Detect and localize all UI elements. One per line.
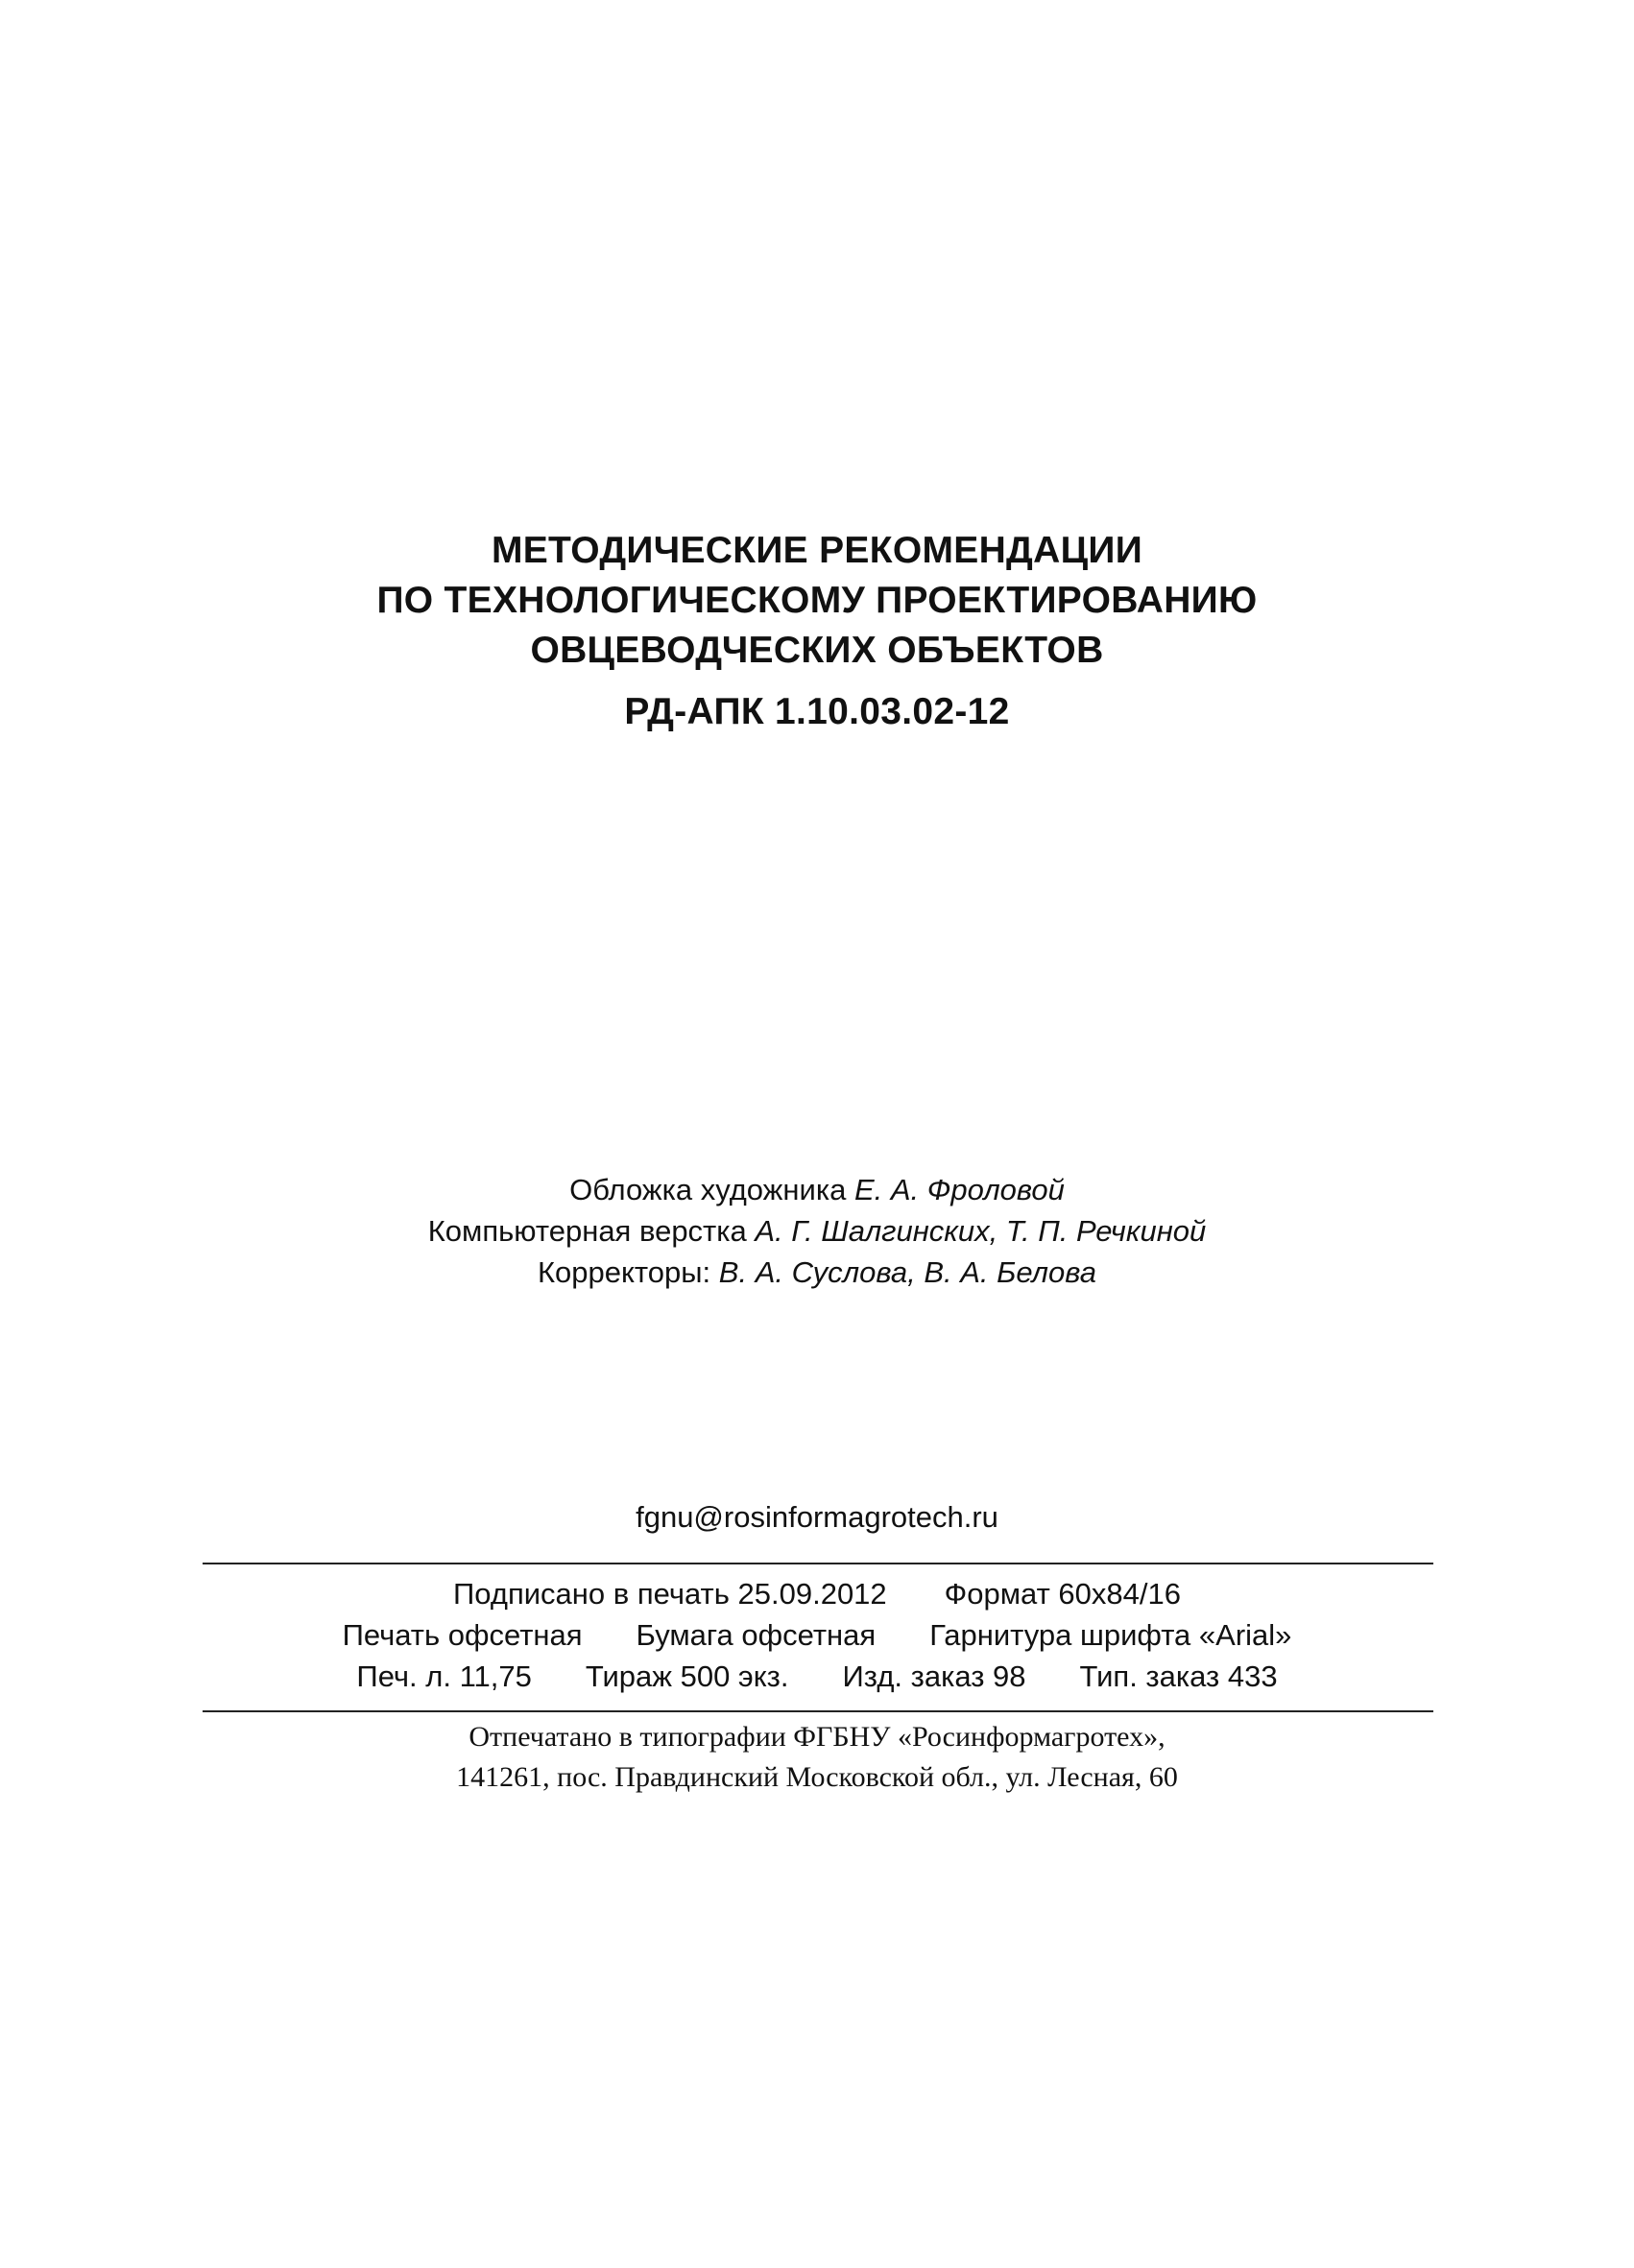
credit-layout-label: Компьютерная верстка	[427, 1214, 747, 1248]
imprint-print-type: Печать офсетная	[342, 1618, 583, 1652]
imprint-signed: Подписано в печать 25.09.2012	[453, 1577, 887, 1611]
credit-cover-label: Обложка художника	[569, 1173, 847, 1206]
document-code: РД-АПК 1.10.03.02-12	[624, 691, 1010, 732]
credit-layout-names: А. Г. Шалгинских, Т. П. Речкиной	[755, 1214, 1207, 1248]
imprint-typeface: Гарнитура шрифта «Arial»	[929, 1618, 1292, 1652]
imprint-sheets: Печ. л. 11,75	[356, 1659, 532, 1693]
printer-line-1: Отпечатано в типографии ФГБНУ «Росинформагротех»,	[469, 1721, 1165, 1753]
title-line-3: ОВЦЕВОДЧЕСКИХ ОБЪЕКТОВ	[530, 630, 1104, 671]
credit-cover	[0, 1169, 1634, 1210]
credit-cover-name: Е. А. Фроловой	[853, 1173, 1065, 1206]
imprint-order-print: Тип. заказ 433	[1079, 1659, 1278, 1693]
credit-proof-label: Корректоры:	[538, 1255, 711, 1289]
imprint-row-1	[0, 1573, 1634, 1614]
document-title	[0, 526, 1634, 737]
title-line-2: ПО ТЕХНОЛОГИЧЕСКОМУ ПРОЕКТИРОВАНИЮ	[376, 580, 1258, 621]
credit-proofreaders	[0, 1252, 1634, 1293]
title-line-1: МЕТОДИЧЕСКИЕ РЕКОМЕНДАЦИИ	[491, 530, 1143, 571]
divider-top	[203, 1563, 1433, 1564]
imprint-block	[0, 1573, 1634, 1697]
credits-block	[0, 1169, 1634, 1293]
printer-info	[0, 1717, 1634, 1798]
credit-layout	[0, 1210, 1634, 1252]
imprint-row-2	[0, 1614, 1634, 1656]
imprint-order-pub: Изд. заказ 98	[842, 1659, 1026, 1693]
credit-proof-names: В. А. Суслова, В. А. Белова	[718, 1255, 1096, 1289]
imprint-paper: Бумага офсетная	[636, 1618, 877, 1652]
printer-line-2: 141261, пос. Правдинский Московской обл., ул. Лесная, 60	[456, 1761, 1178, 1793]
contact-email: fgnu@rosinformagrotech.ru	[636, 1500, 998, 1534]
imprint-format: Формат 60х84/16	[944, 1577, 1181, 1611]
imprint-run: Тираж 500 экз.	[585, 1659, 789, 1693]
imprint-row-3	[0, 1656, 1634, 1697]
divider-bottom	[203, 1710, 1433, 1712]
